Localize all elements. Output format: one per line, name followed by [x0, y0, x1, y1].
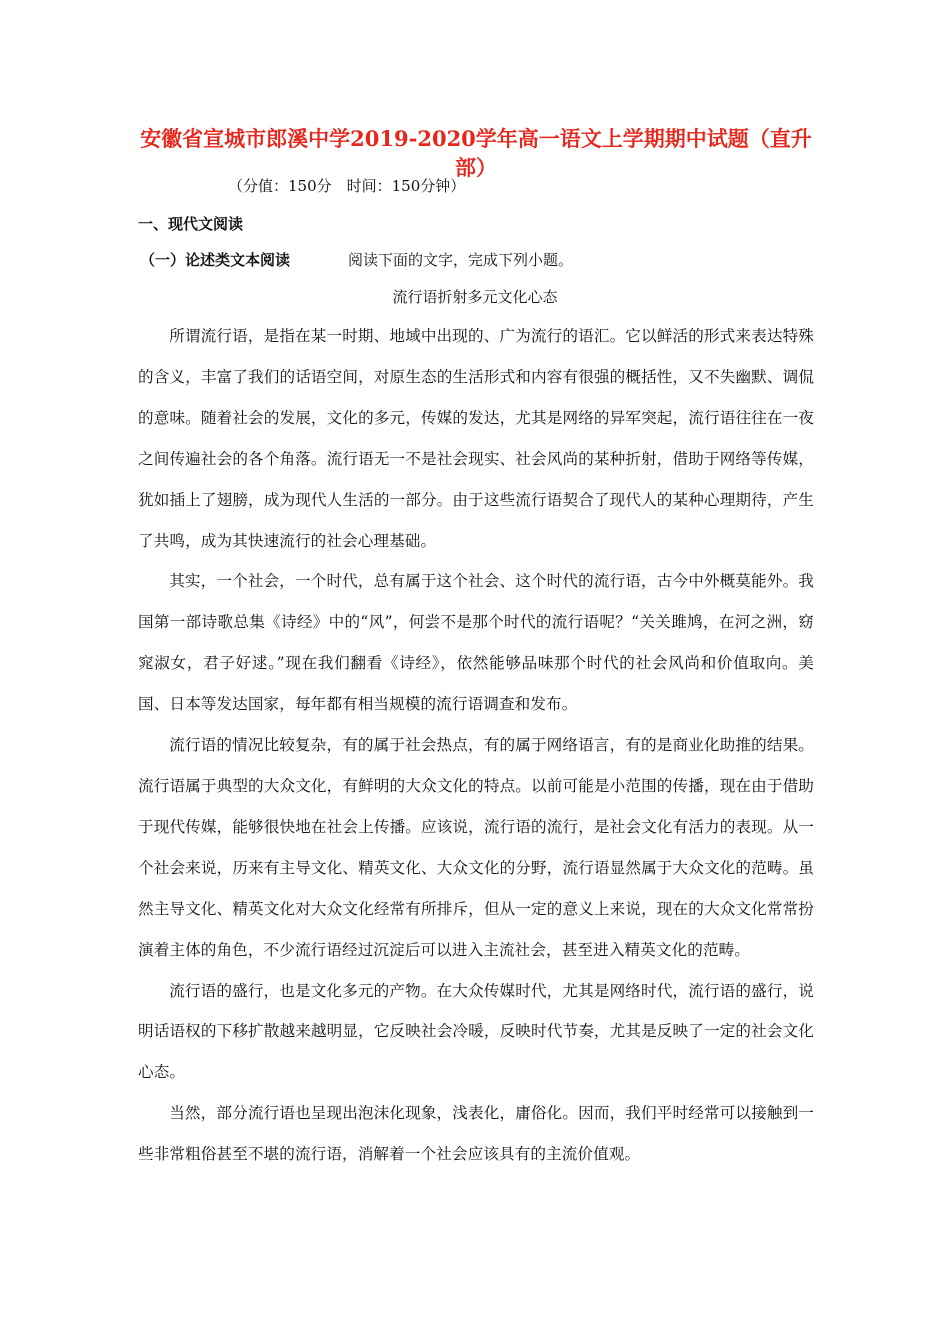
subsection-label: （一）论述类文本阅读 [140, 251, 291, 269]
article-paragraph: 当然，部分流行语也呈现出泡沫化现象，浅表化，庸俗化。因而，我们平时经常可以接触到一些非常粗俗甚至不堪的流行语，消解着一个社会应该具有的主流价值观。 [138, 1104, 814, 1164]
score-time-info: （分值：150分 时间：150分钟） [228, 177, 466, 195]
article-body [138, 316, 814, 1175]
article-paragraph: 其实，一个社会，一个时代，总有属于这个社会、这个时代的流行语，古今中外概莫能外。我国第一部诗歌总集《诗经》中的“风”，何尝不是那个时代的流行语呢？“关关雎鸠，在河之洲，窈窕淑女，君子好逑。”现在我们翻看《诗经》，依然能够品味那个时代的社会风尚和价值取向。美国、日本等发达国家，每年都有相当规模的流行语调查和发布。 [138, 572, 814, 714]
document-title: 安徽省宣城市郎溪中学2019-2020学年高一语文上学期期中试题（直升部） [140, 126, 812, 180]
section-heading: 一、现代文阅读 [138, 215, 244, 233]
article-paragraph: 流行语的情况比较复杂，有的属于社会热点，有的属于网络语言，有的是商业化助推的结果。流行语属于典型的大众文化，有鲜明的大众文化的特点。以前可能是小范围的传播，现在由于借助于现代传媒，能够很快地在社会上传播。应该说，流行语的流行，是社会文化有活力的表现。从一个社会来说，历来有主导文化、精英文化、大众文化的分野，流行语显然属于大众文化的范畴。虽然主导文化、精英文化对大众文化经常有所排斥，但从一定的意义上来说，现在的大众文化常常扮演着主体的角色，不少流行语经过沉淀后可以进入主流社会，甚至进入精英文化的范畴。 [138, 736, 814, 959]
article-title: 流行语折射多元文化心态 [392, 288, 558, 306]
subsection-instruction: 阅读下面的文字，完成下列小题。 [348, 251, 574, 269]
article-paragraph: 流行语的盛行，也是文化多元的产物。在大众传媒时代，尤其是网络时代，流行语的盛行，说明话语权的下移扩散越来越明显，它反映社会冷暖，反映时代节奏，尤其是反映了一定的社会文化心态。 [138, 981, 814, 1082]
subsection-heading [140, 249, 573, 271]
article-paragraph: 所谓流行语，是指在某一时期、地域中出现的、广为流行的语汇。它以鲜活的形式来表达特殊的含义，丰富了我们的话语空间，对原生态的生活形式和内容有很强的概括性，又不失幽默、调侃的意味。随着社会的发展，文化的多元，传媒的发达，尤其是网络的异军突起，流行语往往在一夜之间传遍社会的各个角落。流行语无一不是社会现实、社会风尚的某种折射，借助于网络等传媒，犹如插上了翅膀，成为现代人生活的一部分。由于这些流行语契合了现代人的某种心理期待，产生了共鸣，成为其快速流行的社会心理基础。 [138, 327, 814, 550]
